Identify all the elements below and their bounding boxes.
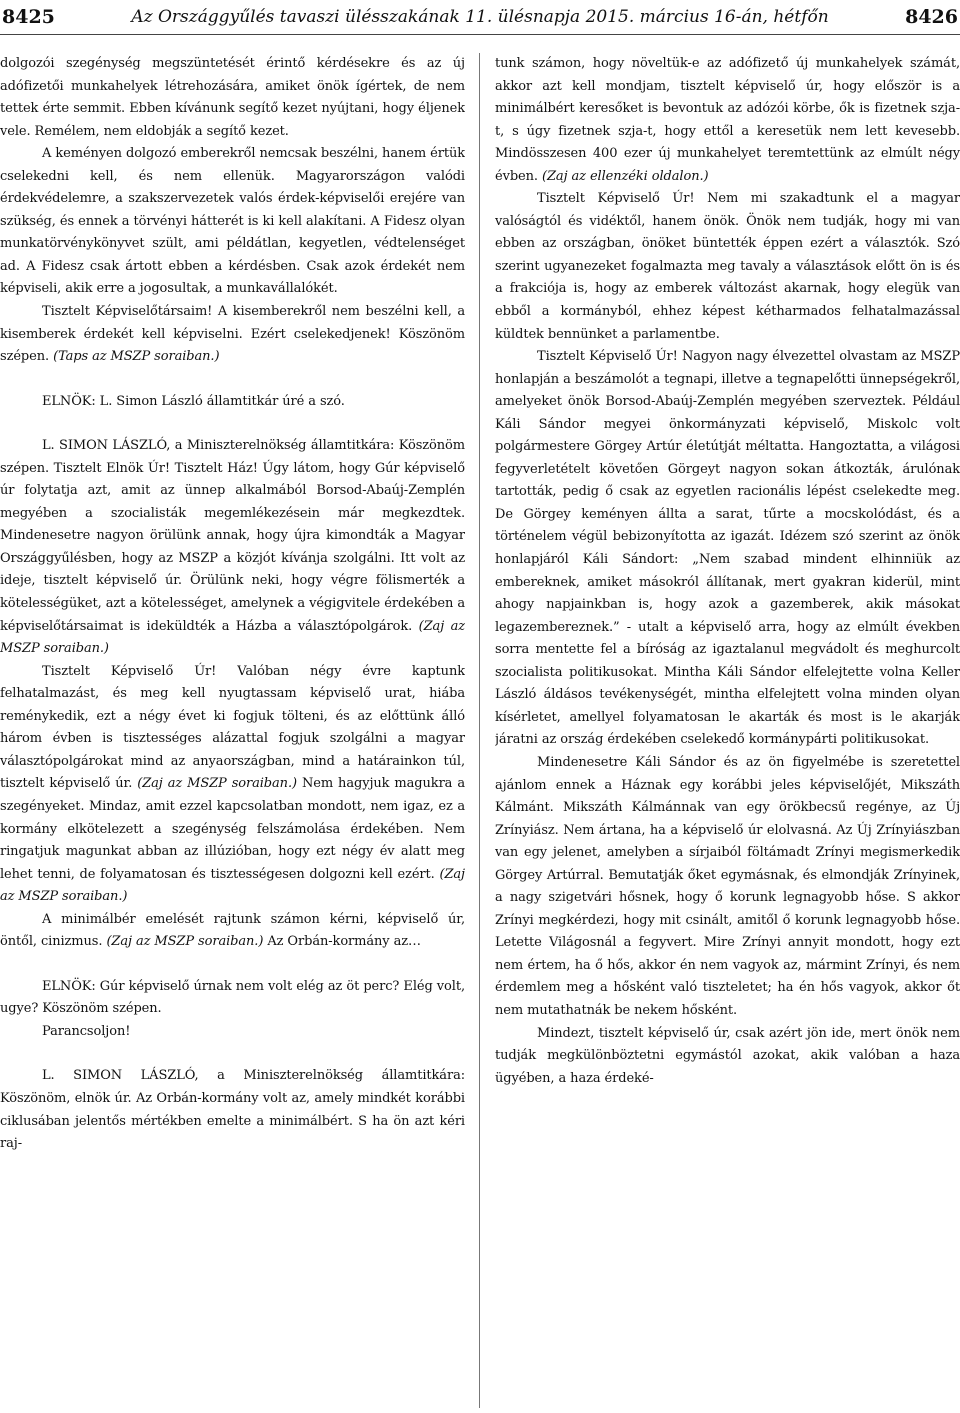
paragraph: Tisztelt Képviselő Úr! Nagyon nagy élvezettel olvastam az MSZP honlapján a beszámolót a tegnapi, illetve a tegnapelőtti ünnepségekről, amelyeket önök Borsod-Abaúj-Zemplén megyében szerveztek. Például Káli Sándor megyei önkormányzati képviselő, Miskolc volt polgármestere Görgey Artúr életútját méltatta. Hangoztatta, a világosi fegyverletételt követően Görgeyt nagyon sokan átkozták, árulónak tartották, pedig ő csak az egyetlen racionális lépést cselekedte meg. De Görgey keményen állta a sarat, tűrte a mocskolódást, és a történelem végül bebizonyította az igazát. Idézem szó szerint az önök honlapjáról Káli Sándort: „Nem szabad mindent elhinniük az embereknek, amiket másokról állítanak, mert gyakran kiderül, mint ahogy napjainkban is, hogy azok a gazemberek, akik másokat legazembereznek.” - utalt a képviselő arra, hogy az elmúlt években sorra mentette fel a bíróság az igaztalanul megvádolt és meghurcolt szocialista politikusokat. Mintha Káli Sándor elfelejtette volna Keller László áldásos tevékenységét, mintha elfelejtett volna minden olyan kísérletet, amellyel folyamatosan le akarták és most is le akarják járatni az ország érdekében cselekedő kormánypárti politikusokat. [495, 349, 960, 748]
stage-note: (Zaj az MSZP soraiban.) [137, 776, 297, 792]
stage-note: (Zaj az MSZP soraiban.) [0, 866, 465, 905]
column-divider [479, 53, 480, 1408]
paragraph-text: A minimálbér emelését rajtunk számon kérni, képviselő úr, öntől, cinizmus. [0, 911, 465, 950]
right-column [495, 53, 960, 1408]
spacer [0, 369, 465, 391]
page-header [0, 0, 960, 34]
speaker-paragraph [0, 435, 465, 660]
page-number-right: 8426 [905, 6, 958, 28]
paragraph: Tisztelt Képviselő Úr! Nem mi szakadtunk el a magyar valóságtól és vidéktől, hanem önök. Önök nem tudják, hogy mi van ebben az országban, önöket büntették éppen ezért a választók. Szó szerint ugyanezeket fogalmazta meg tavaly a választások előtt ön is és a frakciója is, hogy az emberek változást akarnak, hogy elegük van ebből a kormányból, ehhez képest kétharmados felhatalmazással küldtek bennünket a parlamentbe. [495, 191, 960, 342]
stage-note: (Zaj az MSZP soraiban.) [106, 934, 264, 950]
spacer [0, 413, 465, 435]
paragraph [0, 301, 465, 369]
spacer [0, 1043, 465, 1065]
running-title: Az Országgyűlés tavaszi ülésszakának 11. ülésnapja 2015. március 16-án, hétfőn [131, 7, 829, 27]
paragraph: Parancsoljon! [42, 1023, 131, 1039]
speaker-paragraph: L. SIMON LÁSZLÓ, a Miniszterelnökség államtitkára: Köszönöm, elnök úr. Az Orbán-kormány volt az, amely mindkét korábbi ciklusában jelentős mértékben emelte a minimálbért. S ha ön azt kéri raj- [0, 1068, 465, 1152]
paragraph-text: Az Orbán-kormány az… [267, 934, 421, 950]
paragraph-text: Nem hagyjuk magukra a szegényeket. Mindaz, amit ezzel kapcsolatban mondott, nem igaz, ez a kormány elkötelezett a szegénység felszámolása érdekében. Nem ringatjuk magunkat abban az illúzióban, hogy ezt négy év alatt meg lehet tenni, de folyamatosan és tisztességesen dolgozni kell ezért. [0, 776, 465, 882]
paragraph [0, 661, 465, 909]
spacer [0, 954, 465, 976]
page-number-left: 8425 [2, 6, 55, 28]
paragraph [495, 53, 960, 188]
paragraph: Mindezt, tisztelt képviselő úr, csak azért jön ide, mert önök nem tudják megkülönböztetni egymástól azokat, akik valóban a haza ügyében, a haza érdeké- [495, 1025, 960, 1086]
paragraph [0, 909, 465, 954]
stage-note: (Taps az MSZP soraiban.) [53, 349, 220, 365]
paragraph-text: L. SIMON LÁSZLÓ, a Miniszterelnökség államtitkára: Köszönöm szépen. Tisztelt Elnök Úr! Tisztelt Ház! Úgy látom, hogy Gúr képviselő úr folytatja azt, amit az ünnep alkalmából Borsod-Abaúj-Zemplén megyében a szocialisták megemlékezésein már megkezdtek. Mindenesetre nagyon örülünk annak, hogy újra kimondták a Magyar Országgyűlésben, hogy az MSZP a közjót kívánja szolgálni. Itt volt az ideje, tisztelt képviselő úr. Örülünk neki, hogy végre fölismerték a kötelességüket, azt a kötelességet, amelynek a végigvitele érdekében a képviselőtársaimat is ideküldték a Házba a választópolgárok. [0, 438, 465, 634]
header-rule [0, 34, 960, 35]
speaker-paragraph: ELNÖK: L. Simon László államtitkár úré a szó. [42, 393, 345, 409]
speaker-paragraph: ELNÖK: Gúr képviselő úrnak nem volt elég az öt perc? Elég volt, ugye? Köszönöm szépen. [0, 978, 465, 1017]
paragraph: A keményen dolgozó emberekről nemcsak beszélni, hanem értük cselekedni kell, és nem ellenük. Magyarországon valódi érdekvédelemre, a szakszervezetek valós érdek-képviselői erejére van szükség, és ennek a törvényi hátterét is ki kell alakítani. A Fidesz olyan munkatörvénykönyvet szült, ami példátlan, kegyetlen, védtelenséget ad. A Fidesz csak ártott ebben a kérdésben. Csak azok érdekét nem képviseli, akik erre a jogosultak, a munkavállalókét. [0, 146, 465, 297]
paragraph-text: tunk számon, hogy növeltük-e az adófizető új munkahelyek számát, akkor azt kell mondjam, tisztelt képviselő úr, hogy először is a minimálbért keresőket is bevontuk az adózói körbe, ők is fizetnek szja-t, s úgy fizetnek szja-t, hogy ettől a keresetük nem lett kevesebb. Mindösszesen 400 ezer új munkahelyet teremtettünk az elmúlt négy évben. [495, 56, 960, 184]
stage-note: (Zaj az MSZP soraiban.) [0, 618, 465, 657]
paragraph-text: Tisztelt Képviselő Úr! Valóban négy évre kaptunk felhatalmazást, és meg kell nyugtassam képviselő urat, hiába reménykedik, ezt a négy évet ki fogjuk tölteni, és az előttünk álló három évben is tisztességes alázattal fogjuk szolgálni a magyar választópolgárokat mind az anyaországban, mind a határainkon túl, tisztelt képviselő úr. [0, 663, 465, 792]
paragraph-text: Tisztelt Képviselőtársaim! A kisemberekről nem beszélni kell, a kisemberek érdekét kell képviselni. Ezért cselekedjenek! Köszönöm szépen. [0, 304, 465, 365]
left-column [0, 53, 465, 1408]
stage-note: (Zaj az ellenzéki oldalon.) [542, 168, 709, 184]
paragraph: dolgozói szegénység megszüntetését érintő kérdésekre és az új adófizetői munkahelyek létrehozására, amiket önök ígértek, de nem tettek érte semmit. Ebben kívánunk segítő kezet nyújtani, hogy éljenek vele. Remélem, nem eldobják a segítő kezet. [0, 56, 465, 139]
paragraph: Mindenesetre Káli Sándor és az ön figyelmébe is szeretettel ajánlom ennek a Háznak egy korábbi jeles képviselőjét, Mikszáth Kálmánt. Mikszáth Kálmánnak van egy örökbecsű regénye, az Új Zrínyiász. Nem ártana, ha a képviselő úr elolvasná. Az Új Zrínyiászban van egy jelenet, amelyben a sírjaiból föltámadt Zrínyi megismerkedik Görgey Artúrral. Bemutatják őket egymásnak, és elmondják Zrínyinek, a nagy szigetvári hősnek, hogy ő korunk legnagyobb hőse. S akkor Zrínyi megkérdezi, hogy mit csinált, amitől ő korunk legnagyobb hőse. Letette Világosnál a fegyvert. Mire Zrínyi annyit mondott, hogy ezt nem értem, ha ő hős, akkor én nem vagyok az, mármint Zrínyi, és nem érdemlem meg a hősként való tiszteletet; ha én hős vagyok, akkor őt nem mutathatnák be nekem hősként. [495, 754, 960, 1018]
